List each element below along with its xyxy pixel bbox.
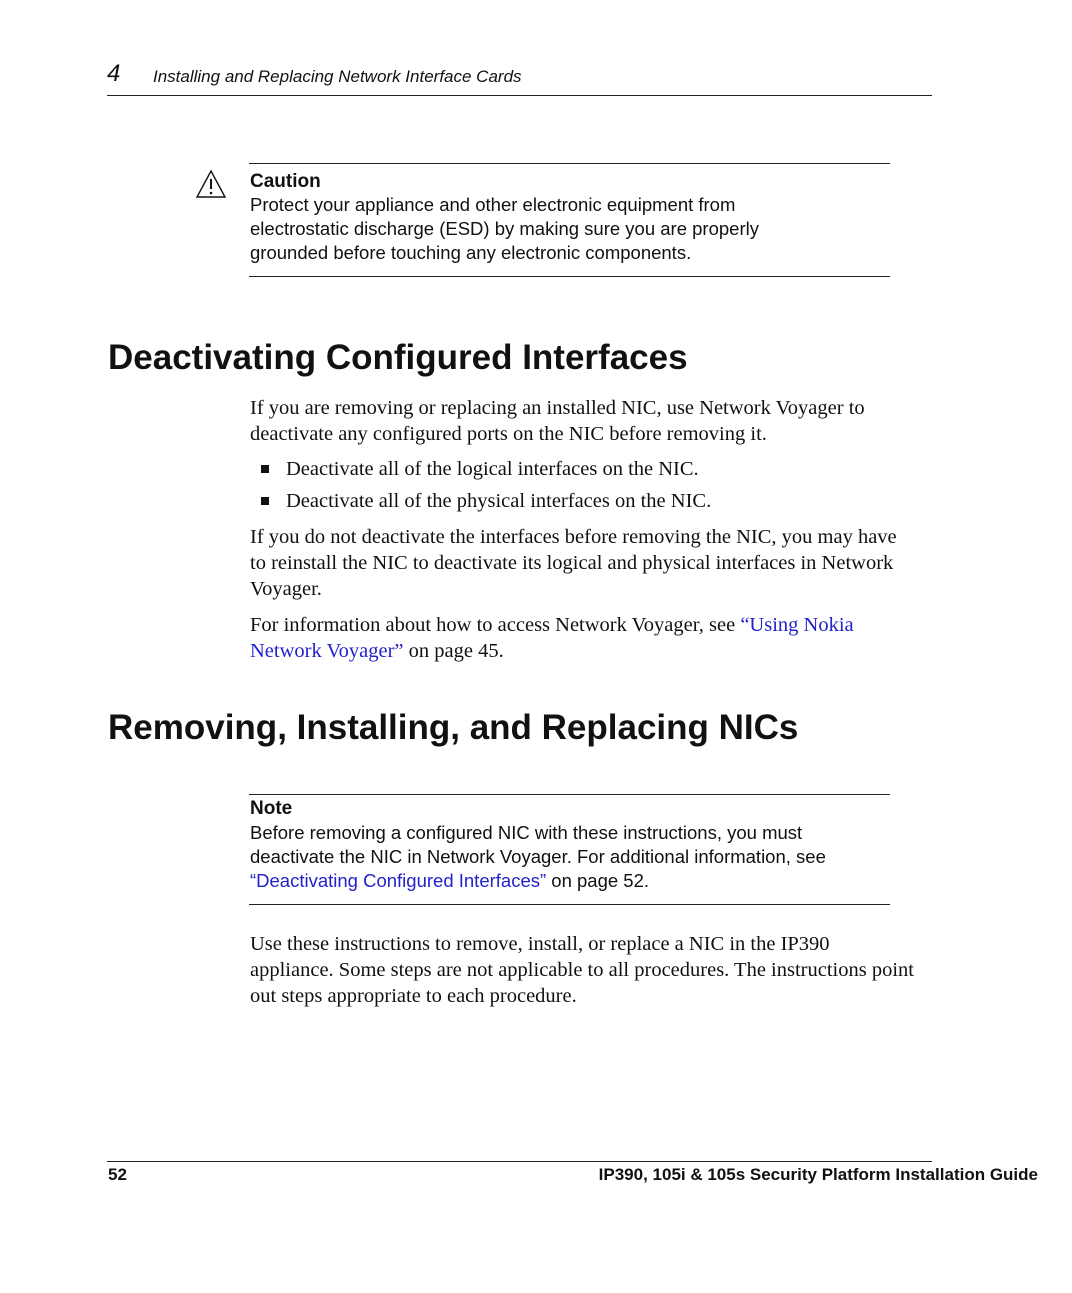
section1-para2: If you do not deactivate the interfaces before removing the NIC, you may have to reinstall the NIC to deactivate its logical and physical interfaces in Network Voyager. [250, 526, 897, 600]
para3-suffix: on page 45. [403, 640, 504, 662]
caution-line: Protect your appliance and other electronic equipment from [250, 194, 736, 215]
note-line: Before removing a configured NIC with these instructions, you must [250, 822, 803, 843]
header-rule [107, 95, 932, 96]
footer-rule [107, 1161, 932, 1162]
using-nokia-voyager-link[interactable]: “Using Nokia Network Voyager” [250, 614, 854, 662]
para3-prefix: For information about how to access Network Voyager, see [250, 614, 741, 636]
note-title: Note [250, 798, 293, 819]
section1-para3 [250, 612, 915, 664]
caution-top-rule [249, 163, 890, 164]
guide-title: IP390, 105i & 105s Security Platform Installation Guide [598, 1165, 1038, 1184]
bullet-marker [261, 497, 269, 505]
note-line: deactivate the NIC in Network Voyager. For additional information, see [250, 846, 826, 867]
caution-text [250, 193, 890, 265]
bullet-marker [261, 465, 269, 473]
chapter-number: 4 [107, 60, 121, 87]
section-heading-removing: Removing, Installing, and Replacing NICs [108, 708, 799, 747]
caution-line: electrostatic discharge (ESD) by making sure you are properly [250, 218, 759, 239]
section1-intro: If you are removing or replacing an installed NIC, use Network Voyager to deactivate any configured ports on the NIC before removing it. [250, 397, 865, 445]
deactivating-interfaces-link[interactable]: “Deactivating Configured Interfaces” [250, 870, 547, 891]
note-bottom-rule [249, 904, 890, 905]
page-number: 52 [108, 1165, 127, 1184]
section2-para: Use these instructions to remove, install, or replace a NIC in the IP390 appliance. Some steps are not applicable to all procedures. The instructions point out steps appropriate to each procedure. [250, 933, 914, 1007]
caution-line: grounded before touching any electronic components. [250, 242, 692, 263]
bullet-item: Deactivate all of the physical interfaces on the NIC. [286, 490, 712, 512]
chapter-title: Installing and Replacing Network Interface Cards [153, 67, 522, 86]
note-suffix: on page 52. [546, 870, 650, 891]
caution-bottom-rule [249, 276, 890, 277]
section-heading-deactivating: Deactivating Configured Interfaces [108, 338, 688, 377]
note-top-rule [249, 794, 890, 795]
warning-triangle-icon [195, 169, 227, 199]
caution-title: Caution [250, 171, 321, 192]
note-text [250, 821, 890, 893]
bullet-item: Deactivate all of the logical interfaces on the NIC. [286, 458, 699, 480]
note-line-link [250, 869, 890, 893]
